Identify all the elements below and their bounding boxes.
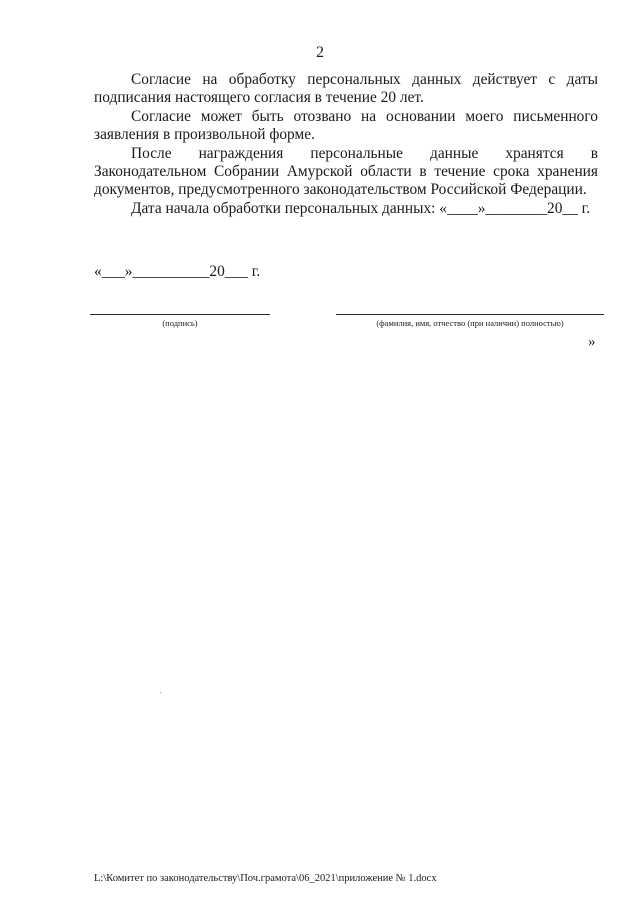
full-name-field	[336, 304, 604, 328]
paragraph-validity: Согласие на обработку персональных данных действует с даты подписания настоящего согласия в течение 20 лет.	[94, 71, 598, 107]
page-number: 2	[316, 44, 324, 61]
paragraph-start-date: Дата начала обработки персональных данных: «____»________20__ г.	[131, 199, 591, 217]
full-name-caption: (фамилия, имя, отчество (при наличии) полностью)	[376, 318, 564, 328]
scan-speck	[160, 692, 161, 693]
consent-body	[94, 71, 598, 218]
full-name-underline	[336, 304, 604, 315]
signing-date-line: «___»__________20___ г.	[94, 263, 261, 280]
paragraph-storage: После награждения персональные данные хранятся в Законодательном Собрании Амурской области в течение срока хранения документов, предусмотренного законодательством Российской Федерации.	[94, 144, 598, 199]
signature-underline	[90, 304, 270, 315]
signature-field	[90, 304, 270, 328]
signature-caption: (подпись)	[162, 318, 198, 328]
footer-file-path: L:\Комитет по законодательству\Поч.грамота\06_2021\приложение № 1.docx	[94, 873, 437, 884]
paragraph-revocation: Согласие может быть отозвано на основании моего письменного заявления в произвольной форме.	[94, 107, 598, 144]
closing-quote-mark: »	[588, 334, 596, 350]
